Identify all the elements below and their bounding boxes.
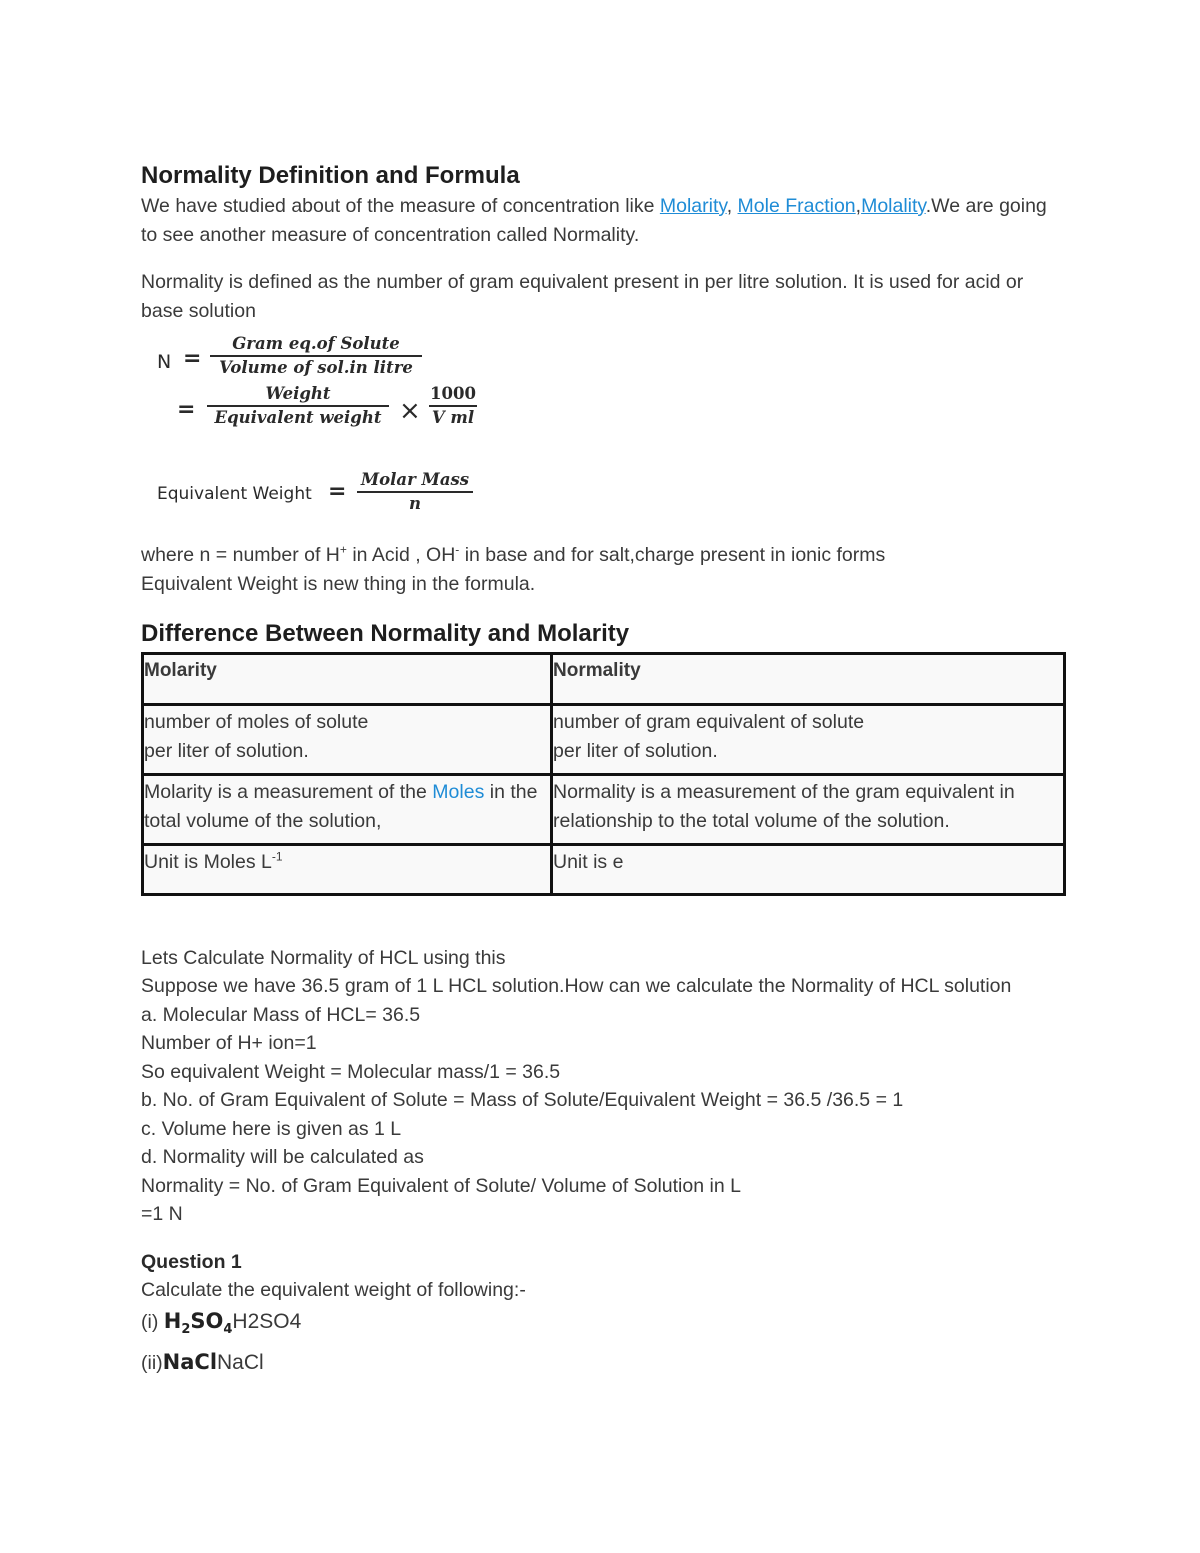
example-line: Suppose we have 36.5 gram of 1 L HCL solution.How can we calculate the Normality of HCL solution xyxy=(141,975,1012,997)
comparison-table xyxy=(141,652,1066,896)
link-mole-fraction[interactable]: Mole Fraction xyxy=(737,195,856,217)
formula-equals-3: = xyxy=(328,479,347,504)
question-item-1: (i) $H_2SO_4H2SO4$ xyxy=(141,1308,302,1337)
table-cell: Normality is a measurement of the gram equivalent in relationship to the total volume of the solution. xyxy=(552,775,1065,845)
link-moles[interactable]: Moles xyxy=(432,781,485,803)
table-cell: Unit is Moles $L^{-1}$ xyxy=(143,845,552,895)
formula-equals-2: = xyxy=(177,397,196,422)
fraction-numerator: Weight xyxy=(265,384,331,403)
formula-equals-1: = xyxy=(183,346,202,371)
example-line: Number of H+ ion=1 xyxy=(141,1032,317,1054)
fraction-1000-over-vml xyxy=(429,383,477,429)
chem-formula-h2so4: $H_2SO_4$ xyxy=(163,1308,233,1337)
document-page xyxy=(141,160,1066,1380)
equivalent-weight-label: Equivalent Weight xyxy=(157,484,312,504)
example-line: Normality = No. of Gram Equivalent of Solute/ Volume of Solution in L xyxy=(141,1174,741,1197)
fraction-numerator: Molar Mass xyxy=(360,470,470,489)
link-molality[interactable]: Molality xyxy=(861,195,926,217)
table-row xyxy=(143,705,1065,775)
fraction-denominator: V ml xyxy=(431,407,475,427)
question-item-2: (ii)NaClNaCl xyxy=(141,1349,264,1374)
table-cell: number of gram equivalent of solute per liter of solution. xyxy=(552,705,1065,775)
formula-n-label: N xyxy=(157,351,172,373)
header-normality: Normality xyxy=(552,654,1065,705)
fraction-gram-eq-over-volume xyxy=(210,333,422,379)
question-title: Question 1 xyxy=(141,1250,242,1273)
example-line: Lets Calculate Normality of HCL using this xyxy=(141,946,506,969)
fraction-numerator: 1000 xyxy=(430,384,476,403)
fraction-weight-over-eq-weight xyxy=(207,383,389,429)
fraction-denominator: Equivalent weight xyxy=(214,407,382,427)
table-cell: Unit is e xyxy=(552,845,1065,895)
fraction-numerator: Gram eq.of Solute xyxy=(232,334,400,353)
table-cell: Molarity is a measurement of the Moles in the total volume of the solution, xyxy=(143,775,552,845)
table-cell: number of moles of solute per liter of solution. xyxy=(143,705,552,775)
fraction-denominator: Volume of sol.in litre xyxy=(219,357,413,377)
header-molarity: Molarity xyxy=(143,654,552,705)
normality-formula xyxy=(141,334,1066,541)
where-n-line: where n = number of H+ in Acid , OH- in base and for salt,charge present in ionic forms xyxy=(141,542,886,566)
chem-formula-nacl: NaCl xyxy=(162,1349,218,1374)
formula-times: × xyxy=(399,396,421,426)
example-line: c. Volume here is given as 1 L xyxy=(141,1117,402,1140)
definition-paragraph: Normality is defined as the number of gram equivalent present in per litre solution. It is used for acid or base solution xyxy=(141,271,1024,322)
section-title-normality: Normality Definition and Formula xyxy=(141,162,520,189)
table-row xyxy=(143,845,1065,895)
example-line: b. No. of Gram Equivalent of Solute = Mass of Solute/Equivalent Weight = 36.5 /36.5 = 1 xyxy=(141,1089,904,1111)
equivalent-weight-note: Equivalent Weight is new thing in the formula. xyxy=(141,572,536,595)
table-header-row xyxy=(143,654,1065,705)
fraction-denominator: n xyxy=(409,493,421,513)
question-prompt: Calculate the equivalent weight of following:- xyxy=(141,1279,526,1301)
link-molarity[interactable]: Molarity xyxy=(659,195,727,217)
example-line: d. Normality will be calculated as xyxy=(141,1146,424,1168)
intro-paragraph: We have studied about of the measure of concentration like Molarity, Mole Fraction,Molality.We are going to see another measure of concentration called Normality. xyxy=(141,195,1047,246)
example-line: So equivalent Weight = Molecular mass/1 = 36.5 xyxy=(141,1060,561,1083)
example-line: =1 N xyxy=(141,1203,183,1225)
table-row xyxy=(143,775,1065,845)
worked-example xyxy=(141,944,1066,1229)
fraction-molar-mass-over-n xyxy=(357,469,473,515)
example-line: a. Molecular Mass of HCL= 36.5 xyxy=(141,1003,421,1026)
section-title-difference: Difference Between Normality and Molarity xyxy=(141,620,630,647)
